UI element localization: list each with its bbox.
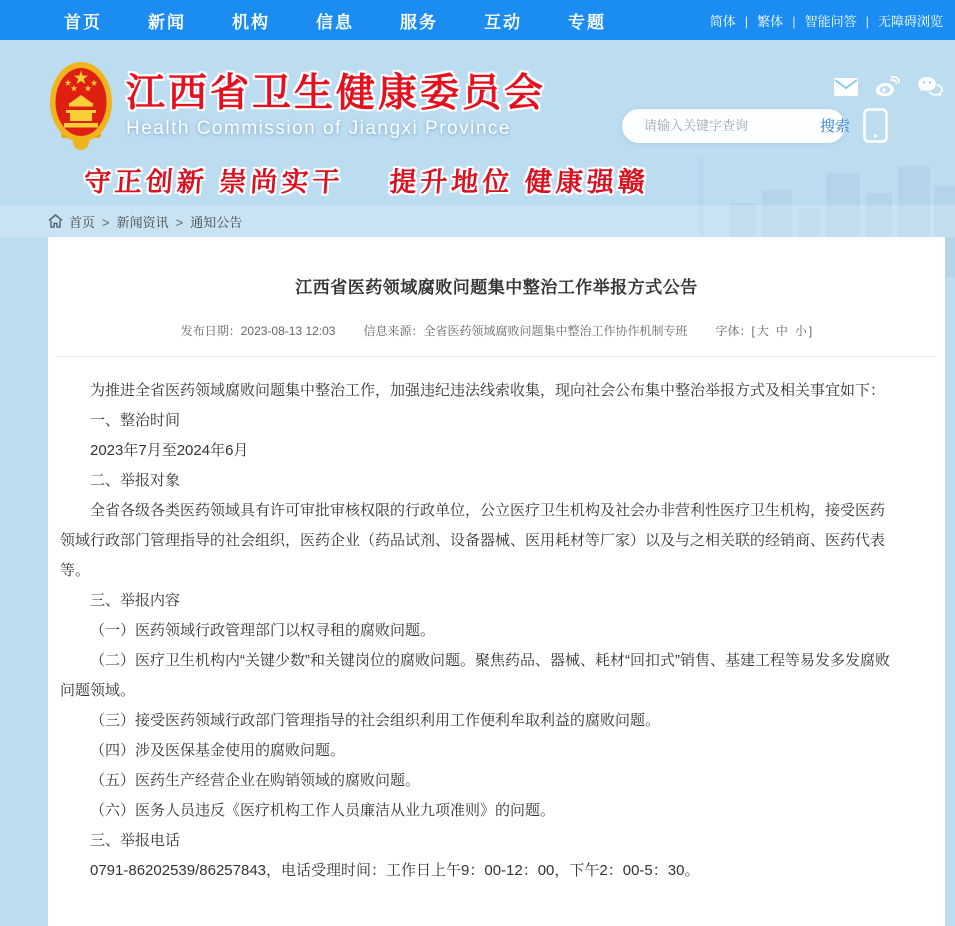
breadcrumb — [0, 205, 955, 237]
main-nav — [64, 8, 606, 33]
article-paragraph: 三、举报电话 — [90, 832, 181, 849]
mobile-version-icon[interactable] — [863, 108, 888, 143]
top-navigation-bar — [0, 0, 955, 40]
article-paragraph: （六）医务人员违反《医疗机构工作人员廉洁从业九项准则》的问题。 — [90, 802, 556, 819]
nav-item[interactable]: 专题 — [568, 12, 606, 32]
search-input[interactable] — [644, 118, 820, 133]
search-button[interactable]: 搜索 — [820, 118, 851, 135]
search-area — [622, 108, 888, 143]
article-paragraph: 一、整治时间 — [90, 412, 181, 429]
article-paragraph: 为推进全省医药领域腐败问题集中整治工作，加强违纪违法线索收集，现向社会公布集中整治举报方式及相关事宜如下： — [90, 382, 886, 399]
slogan-segment: 守正创新 崇尚实干 — [82, 167, 345, 197]
article-paragraph: 三、举报内容 — [90, 592, 181, 609]
article-paragraph: （三）接受医药领域行政部门管理指导的社会组织利用工作便利牟取利益的腐败问题。 — [90, 712, 661, 729]
mail-icon[interactable] — [834, 78, 858, 96]
content-panel — [48, 237, 945, 926]
font-size-control — [716, 322, 813, 339]
nav-item[interactable]: 新闻 — [148, 12, 186, 32]
header-social-tools — [834, 76, 943, 97]
info-source-label: 信息来源： — [363, 324, 424, 338]
breadcrumb-items — [69, 212, 242, 231]
site-banner — [0, 40, 955, 205]
nav-item[interactable]: 服务 — [400, 12, 438, 32]
breadcrumb-link[interactable]: 通知公告 — [190, 214, 243, 230]
weibo-icon[interactable] — [875, 76, 900, 97]
article-body — [48, 357, 945, 886]
font-size-options — [757, 322, 807, 339]
article-paragraph: （五）医药生产经营企业在购销领域的腐败问题。 — [90, 772, 421, 789]
brand-text — [126, 71, 547, 141]
font-size-option[interactable]: 小 — [794, 324, 807, 338]
home-icon[interactable] — [48, 214, 63, 228]
utility-nav-item[interactable]: 智能问答 | — [805, 11, 878, 30]
article-paragraph: 2023年7月至2024年6月 — [90, 442, 249, 459]
font-size-option[interactable]: 大 — [756, 324, 769, 338]
breadcrumb-link[interactable]: 首页 > — [69, 212, 117, 231]
font-size-option[interactable]: 中 — [775, 324, 788, 338]
breadcrumb-link[interactable]: 新闻资讯 > — [117, 212, 191, 231]
site-title: 江西省卫生健康委员会 — [126, 71, 547, 115]
utility-nav-item[interactable]: 简体 | — [710, 11, 757, 30]
nav-item[interactable]: 首页 — [64, 12, 102, 32]
site-title-english: Health Commission of Jiangxi Province — [126, 118, 511, 140]
article-paragraph: （四）涉及医保基金使用的腐败问题。 — [90, 742, 346, 759]
publish-date-value: 2023-08-13 12:03 — [240, 323, 336, 338]
utility-nav-item[interactable]: 繁体 | — [757, 11, 804, 30]
nav-item[interactable]: 信息 — [316, 12, 354, 32]
article-meta — [48, 322, 945, 339]
info-source — [363, 322, 687, 339]
publish-date — [181, 322, 336, 339]
search-box — [622, 109, 851, 143]
national-emblem-icon — [48, 60, 114, 154]
info-source-value: 全省医药领域腐败问题集中整治工作协作机制专班 — [423, 324, 688, 338]
slogan-segment: 提升地位 健康强赣 — [388, 167, 650, 197]
article-paragraph: （一）医药领域行政管理部门以权寻租的腐败问题。 — [90, 622, 436, 639]
bracket-open: [ — [751, 323, 755, 338]
article-paragraph: 全省各级各类医药领域具有许可审批审核权限的行政单位，公立医疗卫生机构及社会办非营利性医疗卫生机构，接受医药领域行政部门管理指导的社会组织，医药企业（药品试剂、设备器械、医用耗材等厂家）以及与之相关联的经销商、医药代表等。 — [60, 502, 886, 579]
article-paragraph: （二）医疗卫生机构内“关键少数”和关键岗位的腐败问题。聚焦药品、器械、耗材“回扣式”销售、基建工程等易发多发腐败问题领域。 — [60, 652, 890, 699]
site-logo-link[interactable] — [48, 60, 546, 154]
utility-nav-item[interactable]: 无障碍浏览 — [877, 13, 943, 29]
article-paragraph: 0791-86202539/86257843，电话受理时间：工作日上午9：00-12：00，下午2：00-5：30。 — [90, 862, 700, 879]
publish-date-label: 发布日期： — [180, 324, 241, 338]
article-title: 江西省医药领域腐败问题集中整治工作举报方式公告 — [295, 278, 698, 297]
nav-item[interactable]: 互动 — [484, 12, 522, 32]
utility-nav — [710, 11, 943, 30]
wechat-icon[interactable] — [917, 76, 943, 97]
font-size-label: 字体： — [715, 324, 752, 338]
article-paragraph: 二、举报对象 — [90, 472, 181, 489]
banner-slogan — [83, 160, 651, 199]
bracket-close: ] — [808, 323, 813, 338]
nav-item[interactable]: 机构 — [232, 12, 270, 32]
